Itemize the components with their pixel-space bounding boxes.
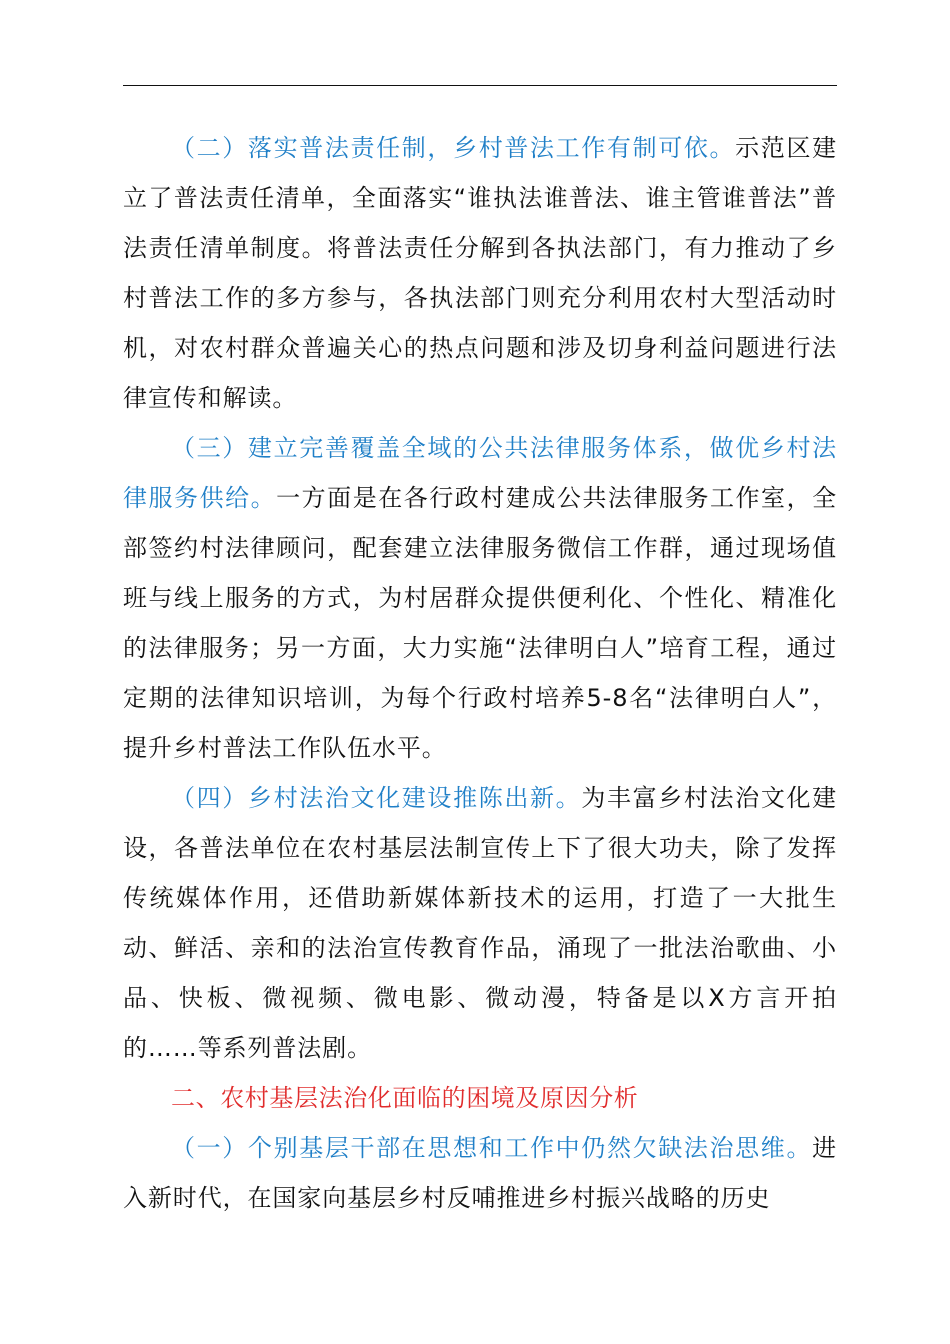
paragraph-heading: （三）建立完善覆盖全域的公共法律服务体系，做优乡村法律服务供给。 <box>123 434 837 512</box>
section-title: 二、农村基层法治化面临的困境及原因分析 <box>171 1084 639 1112</box>
paragraph-heading: （一）个别基层干部在思想和工作中仍然欠缺法治思维。 <box>171 1134 813 1162</box>
paragraph-body: 一方面是在各行政村建成公共法律服务工作室，全部签约村法律顾问，配套建立法律服务微信工作群，通过现场值班与线上服务的方式，为村居群众提供便利化、个性化、精准化的法律服务；另一方面，大力实施“法律明白人”培育工程，通过定期的法律知识培训，为每个行政村培养5-8名“法律明白人”，提升乡村普法工作队伍水平。 <box>123 484 837 762</box>
paragraph-body: 示范区建立了普法责任清单，全面落实“谁执法谁普法、谁主管谁普法”普法责任清单制度。将普法责任分解到各执法部门，有力推动了乡村普法工作的多方参与，各执法部门则充分利用农村大型活动时机，对农村群众普遍关心的热点问题和涉及切身利益问题进行法律宣传和解读。 <box>123 134 837 412</box>
header-rule <box>123 85 837 86</box>
document-content <box>123 123 837 1223</box>
paragraph-body: 进入新时代，在国家向基层乡村反哺推进乡村振兴战略的历史 <box>123 1134 837 1212</box>
paragraph-responsibility <box>123 123 837 423</box>
paragraph-heading: （二）落实普法责任制，乡村普法工作有制可依。 <box>171 134 736 162</box>
paragraph-cadre-thinking <box>123 1123 837 1223</box>
paragraph-legal-culture <box>123 773 837 1073</box>
paragraph-heading: （四）乡村法治文化建设推陈出新。 <box>171 784 582 812</box>
paragraph-body: 为丰富乡村法治文化建设，各普法单位在农村基层法制宣传上下了很大功夫，除了发挥传统媒体作用，还借助新媒体新技术的运用，打造了一大批生动、鲜活、亲和的法治宣传教育作品，涌现了一批法治歌曲、小品、快板、微视频、微电影、微动漫，特备是以X方言开拍的……等系列普法剧。 <box>123 784 838 1062</box>
paragraph-legal-services <box>123 423 837 773</box>
